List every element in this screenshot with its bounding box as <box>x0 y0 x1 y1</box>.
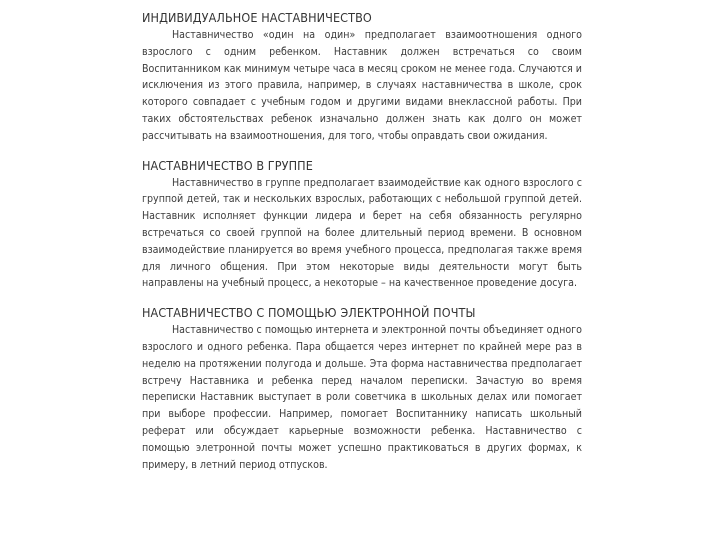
section-paragraph: Наставничество в группе предполагает взаимодействие как одного взрослого с группой детей, так и нескольких взрослых, работающих с небольшой группой детей. Наставник исполняет функции лидера и берет на себя обязанность регулярно встречаться со своей группой на более длительный период времени. В основном взаимодействие планируется во время учебного процесса, предполагая также время для личного общения. При этом некоторые виды деятельности могут быть направлены на учебный процесс, а некоторые – на качественное проведение досуга. <box>142 176 582 290</box>
section-individual-mentoring <box>142 9 582 145</box>
section-paragraph: Наставничество «один на один» предполагает взаимоотношения одного взрослого с одним ребенком. Наставник должен встречаться со своим Воспитанником как минимум четыре часа в месяц сроком не менее года. Случаются и исключения из этого правила, например, в случаях наставничества в школе, срок которого совпадает с учебным годом и другими видами внеклассной работы. При таких обстоятельствах ребенок изначально должен знать как долго он может рассчитывать на взаимоотношения, для того, чтобы оправдать свои ожидания. <box>142 29 582 142</box>
section-group-mentoring <box>142 157 582 293</box>
section-heading: ИНДИВИДУАЛЬНОЕ НАСТАВНИЧЕСТВО <box>142 10 372 25</box>
section-paragraph: Наставничество с помощью интернета и электронной почты объединяет одного взрослого и одного ребенка. Пара общается через интернет по крайней мере раз в неделю на протяжении полугода и дольше. Эта форма наставничества предполагает встречу Наставника и ребенка перед началом переписки. Зачастую во время переписки Наставник выступает в роли советчика в школьных делах или помогает при выборе профессии. Например, помогает Воспитаннику написать школьный реферат или обсуждает карьерные возможности ребенка. Наставничество с помощью элетронной почты может успешно практиковаться в других формах, к примеру, в летний период отпусков. <box>142 324 582 471</box>
section-email-mentoring <box>142 304 582 473</box>
document-page <box>142 9 582 473</box>
section-heading: НАСТАВНИЧЕСТВО В ГРУППЕ <box>142 157 313 173</box>
section-heading: НАСТАВНИЧЕСТВО С ПОМОЩЬЮ ЭЛЕКТРОННОЙ ПОЧТЫ <box>142 305 476 321</box>
